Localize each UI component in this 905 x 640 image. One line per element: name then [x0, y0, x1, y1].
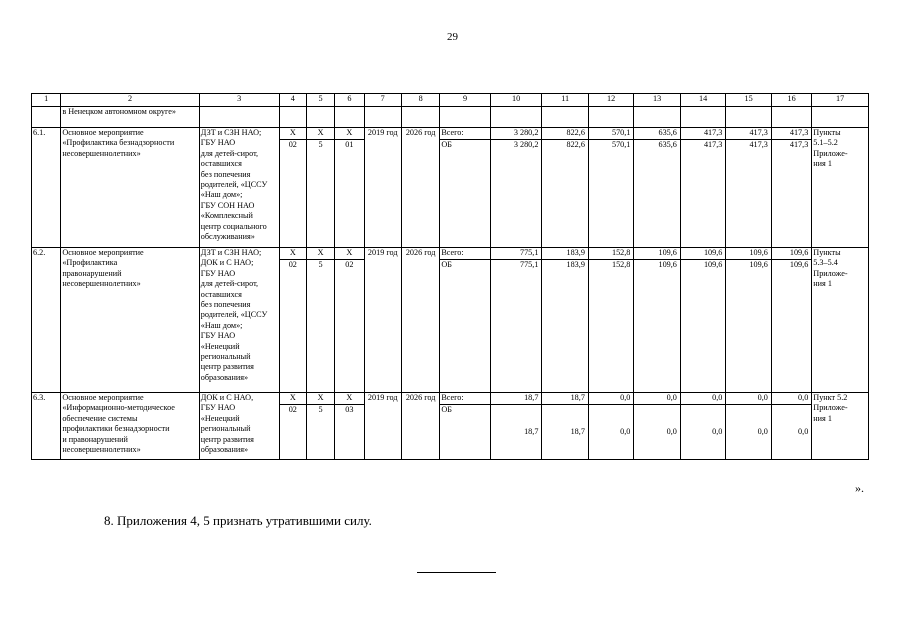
cell-line: для детей-сирот,	[200, 279, 259, 289]
activity-row	[32, 128, 869, 140]
cell-line: «Ненецкий	[200, 413, 240, 423]
cell-line: центр развития	[200, 434, 254, 444]
funding-value: 822,6	[542, 140, 589, 248]
code-cell: X	[306, 393, 334, 405]
program-table	[31, 93, 869, 460]
funding-value: 0,0	[771, 393, 811, 405]
code-cell: 5	[306, 140, 334, 248]
col-header: 16	[771, 94, 811, 107]
cell-line: Приложе-	[813, 403, 848, 413]
cell-line: центр социального	[200, 221, 267, 231]
funding-value: 109,6	[634, 260, 681, 393]
cell-line: Пункты	[813, 128, 841, 137]
cell-line: образования»	[200, 372, 249, 382]
funding-value: 775,1	[490, 260, 542, 393]
funding-value: 417,3	[771, 140, 811, 248]
cell-line: Пункт 5.2	[813, 393, 848, 402]
code-cell: X	[335, 248, 364, 260]
funding-value: 18,7	[542, 405, 589, 460]
cell-line: «Информационно-методическое	[62, 403, 175, 413]
continuation-row	[32, 107, 869, 128]
activity-name	[61, 248, 199, 393]
funding-value: 0,0	[680, 405, 725, 460]
cell-line: родителей, «ЦССУ	[200, 180, 268, 190]
cell-line: «Профилактика	[62, 258, 118, 268]
cell-line: для детей-сирот,	[200, 148, 259, 158]
continuation-text: в Ненецком автономном округе»	[61, 107, 199, 128]
funding-label: ОБ	[440, 260, 491, 393]
year-start: 2019 год	[364, 248, 401, 393]
funding-label: Всего:	[440, 128, 491, 140]
cell-line: ния 1	[813, 159, 832, 169]
col-header: 10	[490, 94, 542, 107]
code-cell: X	[279, 128, 306, 140]
code-cell: X	[306, 248, 334, 260]
cell-line: ГБУ СОН НАО	[200, 200, 255, 210]
funding-value: 0,0	[588, 393, 633, 405]
cell-line: оставшихся	[200, 159, 242, 169]
cell-line: центр развития	[200, 362, 254, 372]
activity-note	[812, 248, 869, 393]
cell-line: ДЗТ и СЗН НАО;	[200, 128, 262, 137]
funding-value: 0,0	[634, 405, 681, 460]
cell-line: региональный	[200, 352, 251, 362]
activity-executor	[199, 128, 279, 248]
funding-value: 18,7	[542, 393, 589, 405]
funding-value: 0,0	[771, 405, 811, 460]
cell-line: «Наш дом»;	[200, 320, 243, 330]
funding-value: 570,1	[588, 140, 633, 248]
cell-line: 5.3–5.4	[813, 258, 838, 268]
header-row	[32, 94, 869, 107]
funding-value: 152,8	[588, 248, 633, 260]
cell-line: ГБУ НАО	[200, 138, 236, 148]
page-number: 29	[447, 31, 458, 43]
cell-line: Приложе-	[813, 148, 848, 158]
cell-line: правонарушений	[62, 268, 122, 278]
funding-label: Всего:	[440, 248, 491, 260]
col-header: 15	[726, 94, 771, 107]
closing-quote: ».	[855, 481, 864, 495]
cell-line: ДОК и С НАО;	[200, 258, 254, 268]
activity-number: 6.3.	[32, 393, 61, 460]
code-cell: X	[279, 248, 306, 260]
cell-line: ГБУ НАО	[200, 331, 236, 341]
funding-value: 635,6	[634, 140, 681, 248]
code-cell: X	[335, 128, 364, 140]
funding-value: 152,8	[588, 260, 633, 393]
cell-line: Основное мероприятие	[62, 393, 144, 402]
funding-value: 109,6	[771, 260, 811, 393]
cell-line: ДОК и С НАО,	[200, 393, 254, 402]
col-header: 13	[634, 94, 681, 107]
funding-value: 0,0	[726, 405, 771, 460]
code-cell: 02	[279, 260, 306, 393]
funding-value: 417,3	[680, 140, 725, 248]
activity-number: 6.1.	[32, 128, 61, 248]
funding-value: 109,6	[771, 248, 811, 260]
col-header: 17	[812, 94, 869, 107]
cell-line: «Наш дом»;	[200, 190, 243, 200]
col-header: 14	[680, 94, 725, 107]
year-end: 2026 год	[401, 248, 439, 393]
col-header: 2	[61, 94, 199, 107]
cell-line: 5.1–5.2	[813, 138, 838, 148]
funding-value: 822,6	[542, 128, 589, 140]
funding-value: 109,6	[726, 260, 771, 393]
col-header: 7	[364, 94, 401, 107]
year-end: 2026 год	[401, 393, 439, 460]
funding-value: 109,6	[680, 260, 725, 393]
cell-line: несовершеннолетних»	[62, 279, 141, 289]
activity-note	[812, 393, 869, 460]
cell-line: оставшихся	[200, 289, 242, 299]
col-header: 5	[306, 94, 334, 107]
cell-line: ДЗТ и СЗН НАО;	[200, 248, 262, 257]
activity-name	[61, 393, 199, 460]
code-cell: 02	[279, 405, 306, 460]
funding-value: 775,1	[490, 248, 542, 260]
funding-value: 109,6	[680, 248, 725, 260]
cell-line: родителей, «ЦССУ	[200, 310, 268, 320]
funding-value: 0,0	[634, 393, 681, 405]
funding-value: 18,7	[490, 405, 542, 460]
col-header: 9	[440, 94, 491, 107]
year-start: 2019 год	[364, 393, 401, 460]
funding-value: 3 280,2	[490, 140, 542, 248]
year-start: 2019 год	[364, 128, 401, 248]
funding-value: 417,3	[680, 128, 725, 140]
funding-value: 417,3	[771, 128, 811, 140]
code-cell: 03	[335, 405, 364, 460]
cell-line: Основное мероприятие	[62, 248, 144, 257]
col-header: 1	[32, 94, 61, 107]
col-header: 6	[335, 94, 364, 107]
year-end: 2026 год	[401, 128, 439, 248]
code-cell: 02	[279, 140, 306, 248]
cell-line: без попечения	[200, 300, 251, 310]
funding-value: 0,0	[680, 393, 725, 405]
activity-row	[32, 248, 869, 260]
funding-value: 570,1	[588, 128, 633, 140]
cell-line: региональный	[200, 424, 251, 434]
funding-value: 635,6	[634, 128, 681, 140]
activity-number: 6.2.	[32, 248, 61, 393]
cell-line: ния 1	[813, 413, 832, 423]
funding-label: Всего:	[440, 393, 491, 405]
funding-value: 3 280,2	[490, 128, 542, 140]
code-cell: 02	[335, 260, 364, 393]
activity-executor	[199, 248, 279, 393]
col-header: 12	[588, 94, 633, 107]
funding-value: 417,3	[726, 140, 771, 248]
cell-line: Приложе-	[813, 268, 848, 278]
funding-value: 18,7	[490, 393, 542, 405]
cell-line: обслуживания»	[200, 232, 255, 242]
funding-value: 417,3	[726, 128, 771, 140]
cell-line: ГБУ НАО	[200, 403, 236, 413]
cell-line: образования»	[200, 445, 249, 455]
cell-line: «Комплексный	[200, 211, 253, 221]
cell-line: несовершеннолетних»	[62, 445, 141, 455]
code-cell: 5	[306, 260, 334, 393]
funding-value: 183,9	[542, 248, 589, 260]
col-header: 8	[401, 94, 439, 107]
funding-label: ОБ	[440, 405, 491, 460]
footer-rule	[417, 572, 496, 573]
cell-line: ГБУ НАО	[200, 268, 236, 278]
cell-line: обеспечение системы	[62, 413, 138, 423]
funding-value: 183,9	[542, 260, 589, 393]
code-cell: X	[279, 393, 306, 405]
col-header: 11	[542, 94, 589, 107]
code-cell: X	[335, 393, 364, 405]
activity-row	[32, 393, 869, 405]
funding-value: 0,0	[726, 393, 771, 405]
funding-value: 109,6	[634, 248, 681, 260]
cell-line: профилактики безнадзорности	[62, 424, 170, 434]
cell-line: Пункты	[813, 248, 841, 257]
funding-value: 0,0	[588, 405, 633, 460]
cell-line: «Ненецкий	[200, 341, 240, 351]
code-cell: 5	[306, 405, 334, 460]
col-header: 4	[279, 94, 306, 107]
activity-note	[812, 128, 869, 248]
code-cell: 01	[335, 140, 364, 248]
activity-name: Основное мероприятие «Профилактика безнадзорности несовершеннолетних»	[61, 128, 199, 248]
col-header: 3	[199, 94, 279, 107]
activity-executor	[199, 393, 279, 460]
funding-label: ОБ	[440, 140, 491, 248]
cell-line: ния 1	[813, 279, 832, 289]
code-cell: X	[306, 128, 334, 140]
paragraph-8: 8. Приложения 4, 5 признать утратившими силу.	[104, 513, 372, 528]
funding-value: 109,6	[726, 248, 771, 260]
cell-line: без попечения	[200, 169, 251, 179]
cell-line: и правонарушений	[62, 434, 128, 444]
